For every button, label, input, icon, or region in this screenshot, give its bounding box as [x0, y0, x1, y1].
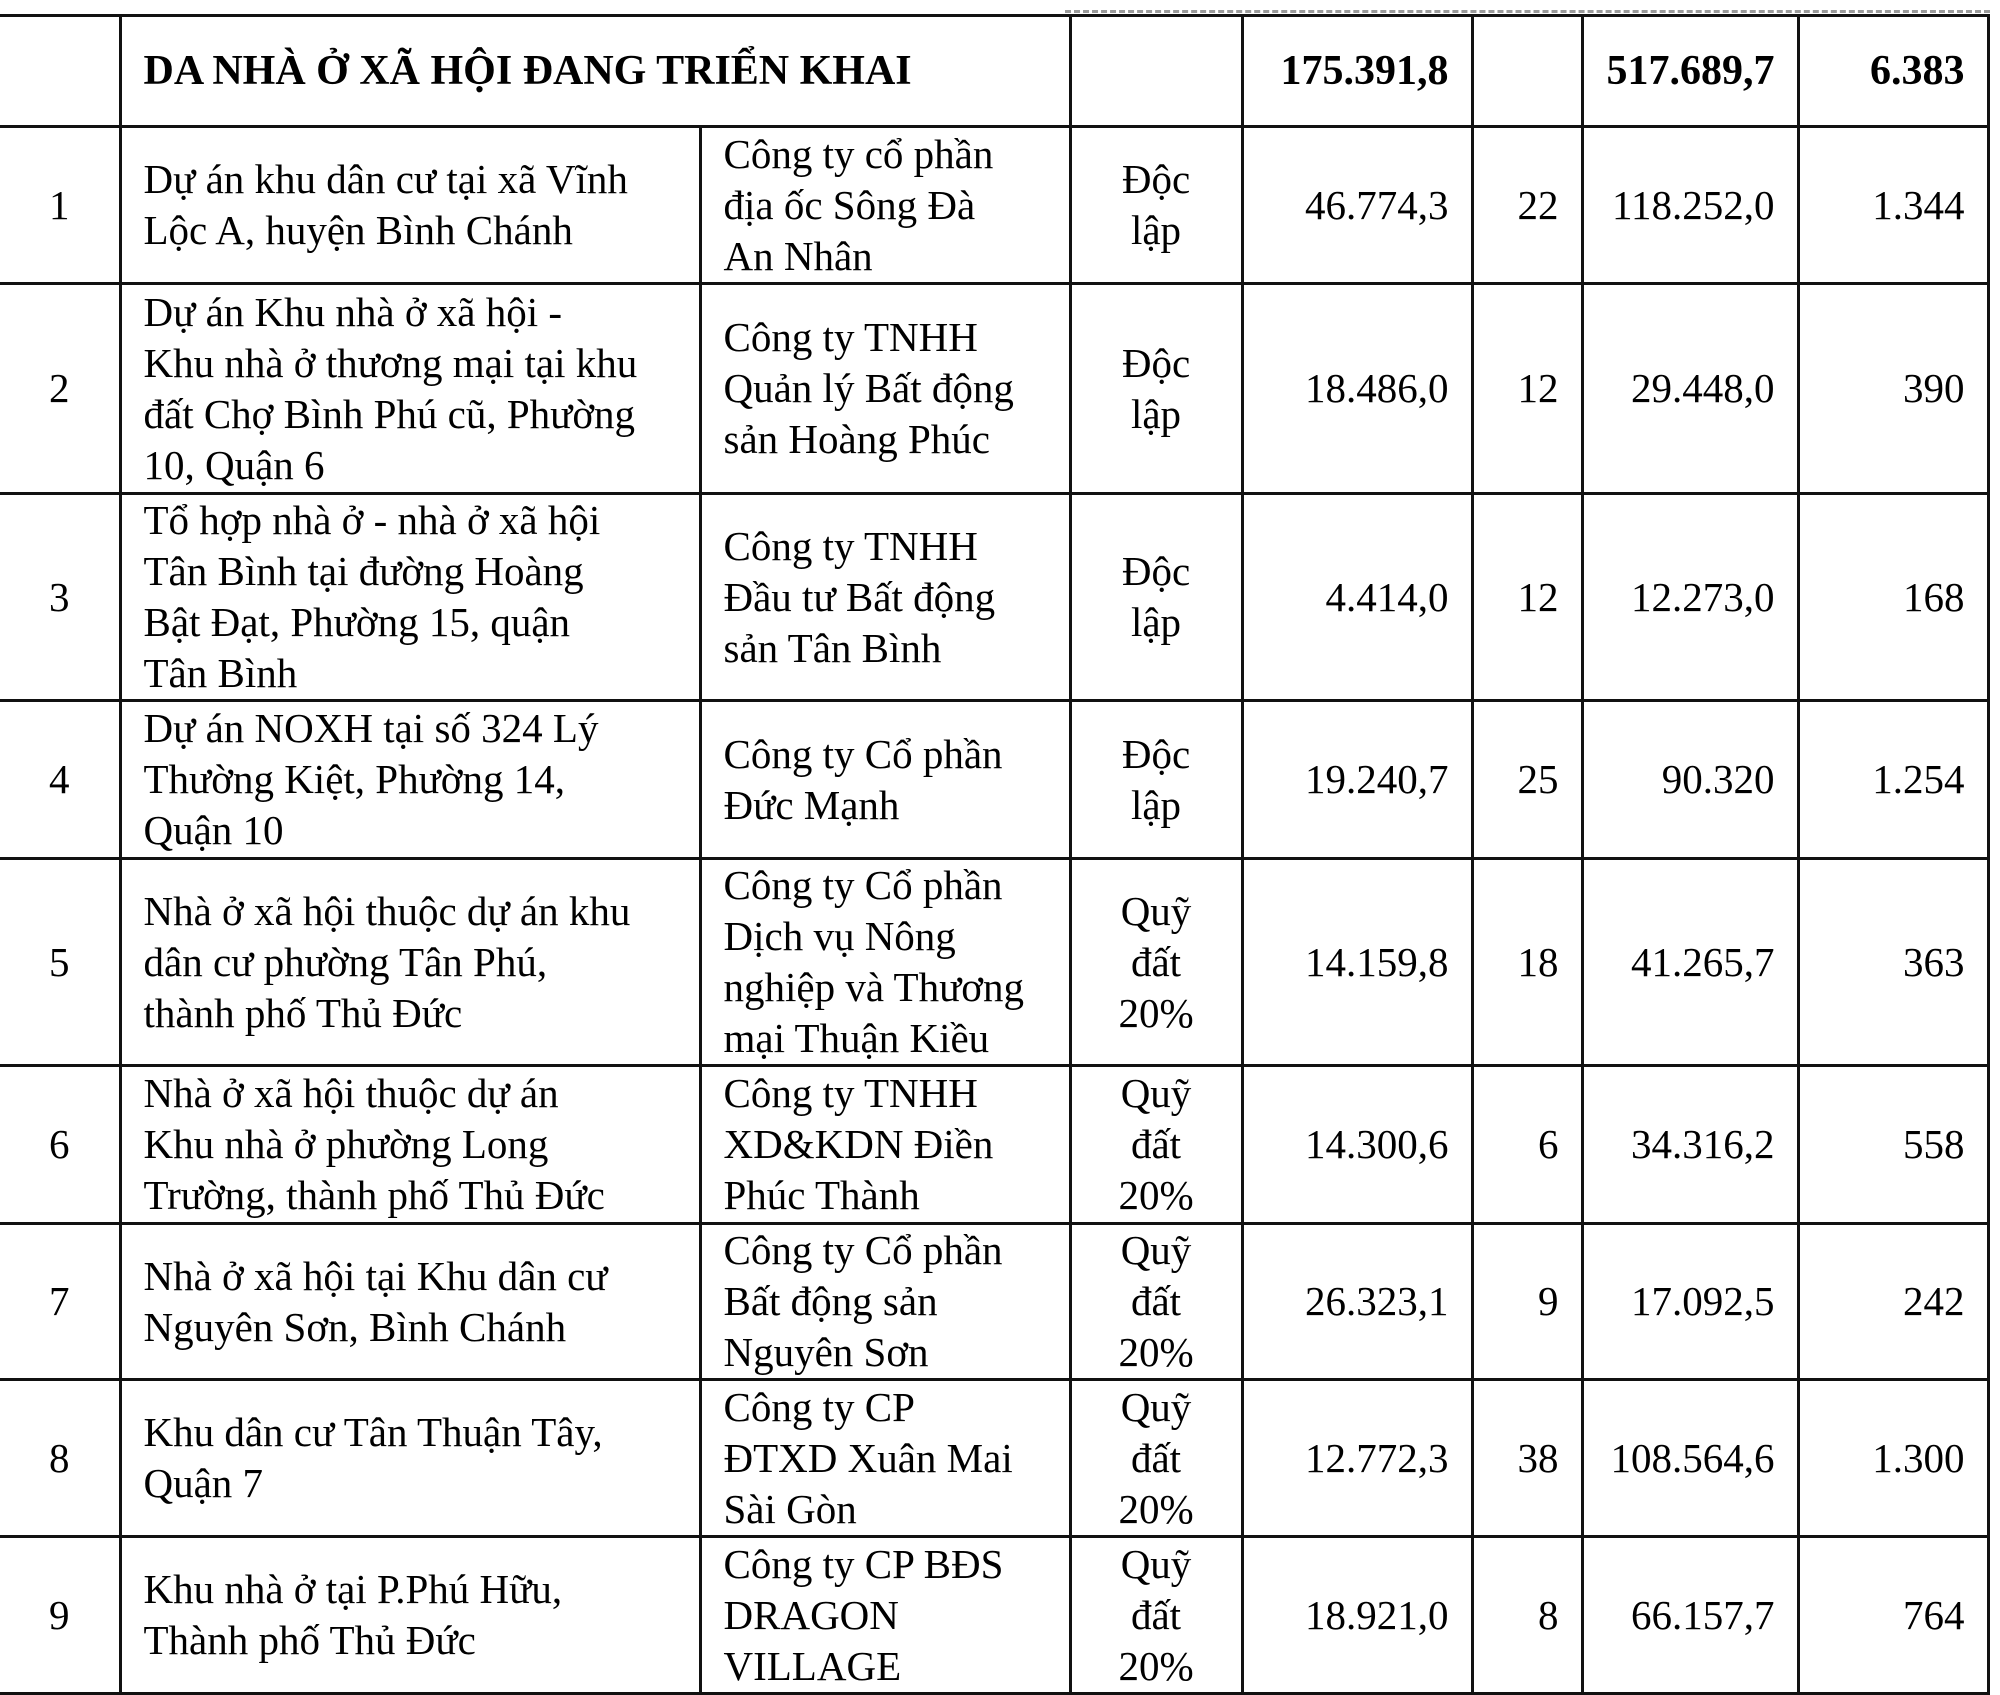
project-type-line: Độc [1121, 156, 1191, 202]
investor-name-line: Công ty Cổ phần [723, 730, 1003, 777]
table-row [0, 284, 1988, 494]
project-type [1070, 859, 1242, 1066]
project-name-line: Quận 10 [143, 807, 284, 853]
project-type [1070, 1224, 1242, 1380]
row-number: 2 [0, 284, 120, 494]
top-dashed-border [1065, 10, 1990, 13]
investor-name [700, 1380, 1070, 1537]
project-type-line: Quỹ [1120, 1540, 1192, 1587]
unit-count: 1.300 [1798, 1380, 1988, 1537]
land-area: 14.300,6 [1242, 1066, 1472, 1224]
row-number: 1 [0, 127, 120, 284]
project-type-line: lập [1130, 207, 1182, 253]
table-row [0, 701, 1988, 859]
unit-count: 1.254 [1798, 701, 1988, 859]
investor-name-line: Sài Gòn [723, 1485, 857, 1532]
investor-name-line: nghiệp và Thương [723, 964, 1024, 1010]
project-name-line: 10, Quận 6 [143, 441, 325, 488]
investor-name [700, 284, 1070, 494]
land-area: 14.159,8 [1242, 859, 1472, 1066]
investor-name-line: mại Thuận Kiều [723, 1015, 990, 1061]
summary-area: 175.391,8 [1242, 16, 1472, 127]
investor-name-line: Công ty TNHH [723, 522, 978, 569]
project-name-line: Bật Đạt, Phường 15, quận [143, 599, 571, 645]
floor-count: 22 [1472, 127, 1582, 284]
investor-name-line: sản Tân Bình [723, 624, 942, 671]
row-number: 6 [0, 1066, 120, 1224]
unit-count: 390 [1798, 284, 1988, 494]
project-type-line: Quỹ [1120, 887, 1192, 934]
unit-count: 764 [1798, 1537, 1988, 1694]
land-area: 4.414,0 [1242, 494, 1472, 701]
project-name-line: thành phố Thủ Đức [143, 989, 463, 1036]
table-row [0, 494, 1988, 701]
floor-area: 118.252,0 [1582, 127, 1798, 284]
floor-area: 17.092,5 [1582, 1224, 1798, 1380]
project-name-line: Nhà ở xã hội thuộc dự án [143, 1070, 559, 1116]
investor-name-line: Công ty Cổ phần [723, 862, 1003, 908]
project-name [120, 1380, 700, 1537]
project-type-line: đất [1130, 1121, 1182, 1167]
floor-count: 12 [1472, 494, 1582, 701]
project-name-line: Trường, thành phố Thủ Đức [143, 1172, 605, 1218]
investor-name [700, 494, 1070, 701]
unit-count: 558 [1798, 1066, 1988, 1224]
housing-projects-table [0, 14, 1990, 1695]
floor-area: 29.448,0 [1582, 284, 1798, 494]
investor-name [700, 1066, 1070, 1224]
project-type [1070, 701, 1242, 859]
table-row [0, 1066, 1988, 1224]
unit-count: 1.344 [1798, 127, 1988, 284]
investor-name [700, 1224, 1070, 1380]
unit-count: 242 [1798, 1224, 1988, 1380]
land-area: 46.774,3 [1242, 127, 1472, 284]
project-name-line: Nguyên Sơn, Bình Chánh [143, 1303, 567, 1350]
table-row [0, 1224, 1988, 1380]
project-type-line: lập [1130, 781, 1182, 828]
floor-area: 41.265,7 [1582, 859, 1798, 1066]
project-type-line: Độc [1121, 339, 1191, 386]
investor-name-line: Phúc Thành [723, 1172, 920, 1218]
row-number: 9 [0, 1537, 120, 1694]
unit-count: 168 [1798, 494, 1988, 701]
project-name [120, 284, 700, 494]
summary-type-cell [1070, 16, 1242, 127]
project-name-line: dân cư phường Tân Phú, [143, 938, 548, 985]
investor-name-line: An Nhân [723, 232, 873, 279]
project-type-line: đất [1130, 1434, 1182, 1481]
floor-area: 66.157,7 [1582, 1537, 1798, 1694]
investor-name-line: Quản lý Bất động [723, 365, 1014, 411]
project-name-line: Nhà ở xã hội tại Khu dân cư [143, 1252, 608, 1299]
investor-name-line: sản Hoàng Phúc [723, 416, 990, 462]
investor-name-line: Công ty TNHH [723, 1070, 978, 1116]
table-row [0, 1537, 1988, 1694]
investor-name-line: Công ty CP BĐS [723, 1540, 1004, 1587]
investor-name [700, 127, 1070, 284]
floor-count: 38 [1472, 1380, 1582, 1537]
investor-name-line: Công ty TNHH [723, 314, 978, 360]
floor-count: 9 [1472, 1224, 1582, 1380]
project-name [120, 494, 700, 701]
investor-name-line: Đức Mạnh [723, 781, 900, 828]
floor-count: 18 [1472, 859, 1582, 1066]
project-type-line: Quỹ [1120, 1070, 1192, 1116]
table-row [0, 127, 1988, 284]
project-type-line: Độc [1121, 730, 1191, 777]
project-type [1070, 1380, 1242, 1537]
project-type-line: đất [1130, 938, 1182, 985]
project-type-line: 20% [1118, 989, 1194, 1036]
project-type [1070, 284, 1242, 494]
unit-count: 363 [1798, 859, 1988, 1066]
project-name [120, 859, 700, 1066]
land-area: 26.323,1 [1242, 1224, 1472, 1380]
project-name-line: Tổ hợp nhà ở - nhà ở xã hội [143, 497, 601, 543]
table-row [0, 1380, 1988, 1537]
summary-floors [1472, 16, 1582, 127]
summary-row [0, 16, 1988, 127]
land-area: 12.772,3 [1242, 1380, 1472, 1537]
project-name-line: Dự án NOXH tại số 324 Lý [143, 705, 599, 751]
project-type-line: 20% [1118, 1172, 1194, 1218]
project-type-line: đất [1130, 1278, 1182, 1324]
floor-count: 25 [1472, 701, 1582, 859]
project-name [120, 1066, 700, 1224]
investor-name [700, 1537, 1070, 1694]
summary-gfa: 517.689,7 [1582, 16, 1798, 127]
investor-name-line: Bất động sản [723, 1278, 938, 1324]
investor-name [700, 859, 1070, 1066]
summary-label: DA NHÀ Ở XÃ HỘI ĐANG TRIỂN KHAI [120, 16, 1070, 127]
project-name-line: Dự án Khu nhà ở xã hội - [143, 288, 563, 335]
investor-name-line: XD&KDN Điền [723, 1121, 994, 1167]
project-type-line: đất [1130, 1591, 1182, 1638]
project-name [120, 1224, 700, 1380]
project-name-line: Thành phố Thủ Đức [143, 1617, 476, 1663]
project-type [1070, 1537, 1242, 1694]
investor-name-line: Đầu tư Bất động [723, 573, 996, 620]
investor-name [700, 701, 1070, 859]
project-name-line: Lộc A, huyện Bình Chánh [143, 207, 573, 253]
floor-area: 90.320 [1582, 701, 1798, 859]
land-area: 18.921,0 [1242, 1537, 1472, 1694]
project-name-line: Khu nhà ở phường Long [143, 1121, 549, 1167]
project-name-line: Quận 7 [143, 1460, 264, 1506]
project-name-line: Tân Bình tại đường Hoàng [143, 548, 584, 594]
project-name [120, 701, 700, 859]
project-type [1070, 494, 1242, 701]
investor-name-line: VILLAGE [723, 1642, 902, 1689]
project-name-line: Tân Bình [143, 650, 298, 696]
investor-name-line: ĐTXD Xuân Mai [723, 1434, 1013, 1481]
project-name-line: Thường Kiệt, Phường 14, [143, 756, 565, 802]
project-type [1070, 127, 1242, 284]
project-type-line: lập [1130, 599, 1182, 645]
floor-count: 8 [1472, 1537, 1582, 1694]
investor-name-line: địa ốc Sông Đà [723, 181, 976, 228]
project-name [120, 127, 700, 284]
project-type-line: Quỹ [1120, 1383, 1192, 1430]
investor-name-line: Nguyên Sơn [723, 1329, 929, 1375]
row-number: 4 [0, 701, 120, 859]
project-type-line: Độc [1121, 548, 1191, 594]
floor-area: 108.564,6 [1582, 1380, 1798, 1537]
project-type-line: 20% [1118, 1485, 1194, 1532]
project-name-line: Dự án khu dân cư tại xã Vĩnh [143, 156, 628, 202]
project-name-line: Khu nhà ở thương mại tại khu [143, 339, 638, 386]
project-name-line: Nhà ở xã hội thuộc dự án khu [143, 887, 631, 934]
floor-area: 34.316,2 [1582, 1066, 1798, 1224]
row-number: 7 [0, 1224, 120, 1380]
project-name-line: đất Chợ Bình Phú cũ, Phường [143, 390, 636, 437]
floor-count: 6 [1472, 1066, 1582, 1224]
table-row [0, 859, 1988, 1066]
land-area: 18.486,0 [1242, 284, 1472, 494]
investor-name-line: DRAGON [723, 1591, 899, 1638]
investor-name-line: Công ty Cổ phần [723, 1227, 1003, 1273]
summary-units: 6.383 [1798, 16, 1988, 127]
summary-stt-cell [0, 16, 120, 127]
project-type-line: 20% [1118, 1642, 1194, 1689]
project-name-line: Khu dân cư Tân Thuận Tây, [143, 1409, 603, 1455]
project-name-line: Khu nhà ở tại P.Phú Hữu, [143, 1566, 563, 1612]
investor-name-line: Công ty cổ phần [723, 130, 994, 177]
investor-name-line: Công ty CP [723, 1383, 915, 1430]
investor-name-line: Dịch vụ Nông [723, 913, 956, 959]
row-number: 5 [0, 859, 120, 1066]
floor-area: 12.273,0 [1582, 494, 1798, 701]
project-name [120, 1537, 700, 1694]
project-type [1070, 1066, 1242, 1224]
project-type-line: lập [1130, 390, 1182, 437]
floor-count: 12 [1472, 284, 1582, 494]
row-number: 3 [0, 494, 120, 701]
row-number: 8 [0, 1380, 120, 1537]
project-type-line: 20% [1118, 1329, 1194, 1375]
project-type-line: Quỹ [1120, 1227, 1192, 1273]
land-area: 19.240,7 [1242, 701, 1472, 859]
